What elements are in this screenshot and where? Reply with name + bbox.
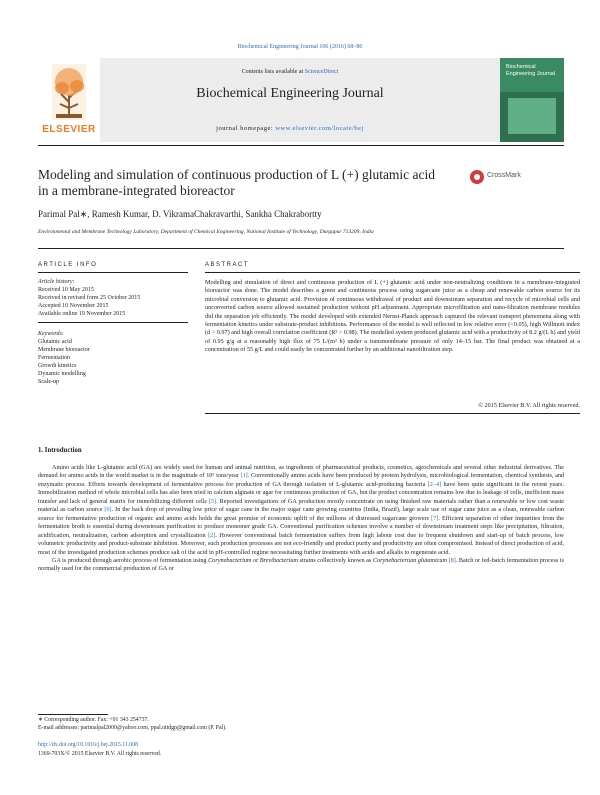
article-info-heading: ARTICLE INFO xyxy=(38,262,98,268)
footnote-rule xyxy=(38,714,108,715)
text-run: . In the back drop of prevailing low price of sugar cane in the major sugar cane growing countries (India, Brazil), large scale use of sugar cane juice as a clean, renewable carbon source for fermentative production of organic and amino acids holds the great promise of economic uplift of the millions of distressed sugarcane growers xyxy=(38,506,564,522)
keywords-rule xyxy=(38,322,188,323)
journal-cover-image xyxy=(500,58,564,142)
citation-link[interactable]: [8] xyxy=(448,556,456,564)
doi-link[interactable]: http://dx.doi.org/10.1016/j.bej.2015.11.008 xyxy=(38,742,138,748)
citation-link[interactable]: [7] xyxy=(431,514,439,522)
keyword: Growth kinetics xyxy=(38,363,77,369)
journal-name: Biochemical Engineering Journal xyxy=(196,86,384,101)
paragraph xyxy=(38,557,564,574)
citation-link[interactable]: [6] xyxy=(104,506,112,514)
text-run: . Reported investigations of GA production mostly concentrate on using finished raw materials rather than a renewable or low cost waste material as carbon source xyxy=(38,497,565,514)
author-emails[interactable]: E-mail addresses: parimalpal2000@yahoo.com, ppal.nitdgp@gmail.com (P. Pal). xyxy=(38,725,227,731)
crossmark-label: CrossMark xyxy=(487,172,521,179)
affiliation: Environmental and Membrane Technology Laboratory, Department of Chemical Engineering, National Institute of Technology, Durgapur 713209, India xyxy=(38,229,374,235)
footnote xyxy=(38,716,564,732)
homepage-link[interactable]: www.elsevier.com/locate/bej xyxy=(275,125,364,132)
history-item: Accepted 10 November 2015 xyxy=(38,303,109,309)
text-run: or xyxy=(251,556,260,564)
text-run: . However conventional batch fermentation suffers from high labour cost due to frequent shutdown and start-up of batch process, low volumetric productivity and product-substrate inhibition. Moreover, such production processes are not eco-friendly and product purity and productivity are often compromised. Instead of direct production of acid, most of the investigated production schemes produce salt of the acid in pH-controlled regime necessitating further treatments with acids and alkalis to regenerate acid. xyxy=(38,531,564,556)
keyword: Glutamic acid xyxy=(38,339,72,345)
header-rule xyxy=(38,145,564,146)
citation-link[interactable]: [2] xyxy=(208,531,216,539)
history-item: Received 10 May 2015 xyxy=(38,287,94,293)
elsevier-logo[interactable] xyxy=(38,58,100,142)
sciencedirect-link[interactable]: ScienceDirect xyxy=(304,69,339,75)
abstract-copyright: © 2015 Elsevier B.V. All rights reserved. xyxy=(478,402,580,409)
keyword: Scale-up xyxy=(38,379,59,385)
history-item: Received in revised form 25 October 2015 xyxy=(38,295,141,301)
elsevier-wordmark: ELSEVIER xyxy=(42,124,96,135)
abstract-bottom-rule xyxy=(205,413,580,414)
italic-term: Brevibacterium xyxy=(259,556,298,564)
keywords-label: Keywords: xyxy=(38,331,64,337)
italic-term: Corynebacterium xyxy=(208,556,252,564)
crossmark-badge[interactable] xyxy=(470,170,520,184)
text-run: GA is produced through aerobic process of fermentation using xyxy=(52,556,209,564)
italic-term: Corynebacterium glutamicum xyxy=(372,556,447,564)
abstract-text: Modelling and simulation of direct and continuous production of L (+) glutamic acid under non-neutralizing conditions in a membrane-integrated bioreactor was done. The model describes a green and continuous process using sugarcane juice as a cheap and renewable carbon source for its microbial conversion to glutamic acid. Provision of continuous withdrawal of product and downstream separation and recycle of microbial cells and unconverted carbon source allowed sustained production without pH adjustment. Appropriate microfiltration and nano-filtration membrane modules did the separation job efficiently. The model developed with extended Nernst-Planck approach captured the relevant transport phenomena along with fermentation kinetics under substrate-product inhibitions. Performance of the model is well reflected in low relative error (<0.05), high Willmott index (d > 0.97) and high overall correlation coefficient (R² > 0.98). The modelled system produced glutamic acid with a productivity of 8.2 g/(L h) and yield of 0.95 g/g at a reasonably high flux of 75 L/(m² h) under a transmembrane pressure of only 14–15 bar. The final product was obtained at a concentration of 55 g/L and could easily be concentrated further by an additional nanofiltration step. xyxy=(205,279,580,354)
article-title: Modeling and simulation of continuous production of L (+) glutamic acid in a membrane-integrated bioreactor xyxy=(38,167,436,198)
contents-line xyxy=(100,69,480,75)
keyword: Membrane bioreactor xyxy=(38,347,90,353)
introduction-body xyxy=(38,464,564,574)
abstract-rule xyxy=(205,272,580,273)
journal-homepage xyxy=(100,125,480,132)
keyword: Fermentation xyxy=(38,355,70,361)
text-run: have been quite significant in the recent years. Immobilization method of whole microbial cells has also been tried in calcium alginate or agar for continuous production of GA, but the product concentration remains low due to leakage of cells, inefficient mass transfer and lack of general matrix for immobilizing different cells xyxy=(38,480,564,505)
text-run: Amino acids like L-glutamic acid (GA) are widely used for human and animal nutrition, as ingredients of pharmaceutical products, cosmetics, agrochemicals and several other industrial derivatives. The demand for amino acids in the world market is in the magnitude of 10⁶ tons/year xyxy=(38,464,564,480)
issn-copyright: 1369-703X/© 2015 Elsevier B.V. All rights reserved. xyxy=(38,751,162,757)
history-label: Article history: xyxy=(38,279,75,285)
contents-prefix: Contents lists available at xyxy=(241,69,305,75)
text-run: . Efficient separation of other impurities from the fermentation broth is essential during downstream purification to produce monomer grade GA. Conventional purification schemes involve a number of downstream treatment steps like precipitation, filtration, acidification, neutralization, carbon adsorption and crystallization xyxy=(38,514,564,539)
citation-link[interactable]: [2–4] xyxy=(427,480,442,488)
homepage-prefix: journal homepage: xyxy=(216,125,276,132)
citation-link[interactable]: [1] xyxy=(240,472,248,480)
abstract-heading: ABSTRACT xyxy=(205,262,250,268)
cover-title: Biochemical Engineering Journal xyxy=(506,64,555,77)
text-run: . Batch or fed-batch fermentation process is normally used for the commercial production of GA or xyxy=(38,556,564,573)
elsevier-tree-icon xyxy=(52,64,86,120)
citation-link[interactable]: [5] xyxy=(208,497,217,505)
article-info-rule xyxy=(38,272,188,273)
journal-citation[interactable]: Biochemical Engineering Journal 106 (2016) 68–86 xyxy=(237,44,363,50)
text-run: strains collectively known as xyxy=(297,556,373,564)
corresponding-author: ∗ Corresponding author. Fax: +91 343 254737. xyxy=(38,717,149,723)
text-run: . Conventionally amino acids have been produced by protein hydrolysis, microbiological fermentation, chemical synthesis, and enzymatic process. Efforts towards development of fermentative process for production of GA through isolation of L-glutamic acid-producing bacteria xyxy=(38,472,565,488)
paragraph xyxy=(38,464,564,557)
author-list: Parimal Pal∗, Ramesh Kumar, D. VikramaChakravarthi, Sankha Chakrabortty xyxy=(38,209,322,219)
section-heading-introduction: 1. Introduction xyxy=(38,447,82,454)
keyword: Dynamic modelling xyxy=(38,371,86,377)
keywords xyxy=(38,330,188,386)
history-item: Available online 19 November 2015 xyxy=(38,311,126,317)
crossmark-icon xyxy=(470,170,484,184)
article-history xyxy=(38,278,188,318)
title-rule xyxy=(38,248,564,249)
